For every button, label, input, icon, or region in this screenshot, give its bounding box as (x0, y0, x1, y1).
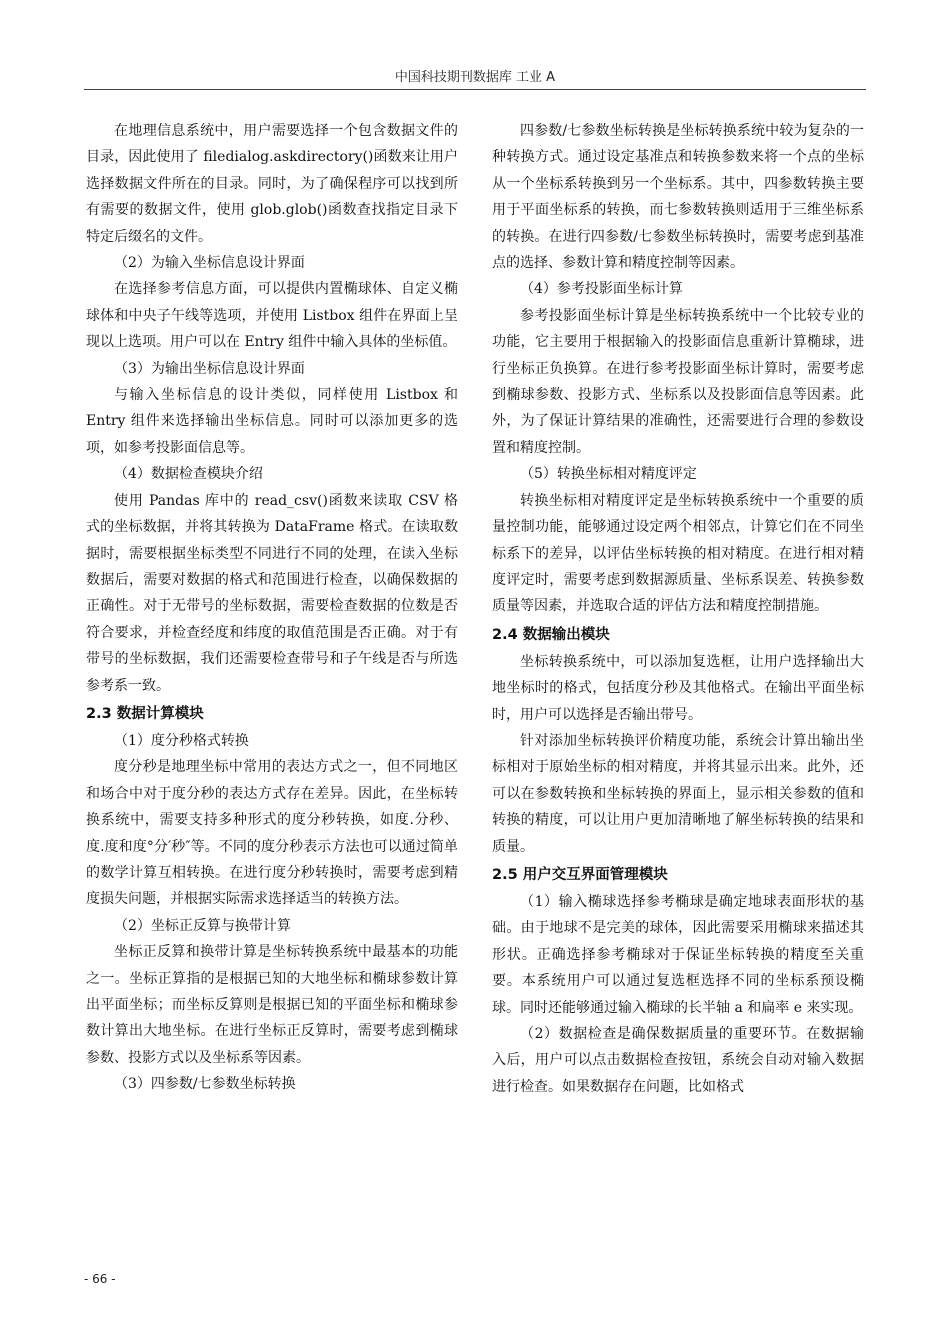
paragraph: 在地理信息系统中，用户需要选择一个包含数据文件的目录，因此使用了 filedialog.askdirectory()函数来让用户选择数据文件所在的目录。同时，为了确保程序可以找到所有需要的数据文件，使用 glob.glob()函数查找指定目录下特定后缀名的文件。 (86, 123, 458, 245)
subsection-heading: （3）四参数/七参数坐标转换 (114, 1076, 296, 1093)
paragraph: 与输入坐标信息的设计类似，同样使用 Listbox 和 Entry 组件来选择输出坐标信息。同时可以添加更多的选项，如参考投影面信息等。 (86, 387, 458, 456)
paragraph: 针对添加坐标转换评价精度功能，系统会计算出输出坐标相对于原始坐标的相对精度，并将其显示出来。此外，还可以在参数转换和坐标转换的界面上，显示相关参数的值和转换的精度，可以让用户更加清晰地了解坐标转换的结果和质量。 (492, 732, 864, 855)
subsection-heading: （5）转换坐标相对精度评定 (520, 466, 697, 483)
paragraph: 度分秒是地理坐标中常用的表达方式之一，但不同地区和场合中对于度分秒的表达方式存在差异。因此，在坐标转换系统中，需要支持多种形式的度分秒转换，如度.分秒、度.度和度°分′秒″等。不同的度分秒表示方法也可以通过简单的数学计算互相转换。在进行度分秒转换时，需要考虑到精度损失问题，并根据实际需求选择适当的转换方法。 (86, 759, 458, 908)
paragraph: 坐标正反算和换带计算是坐标转换系统中最基本的功能之一。坐标正算指的是根据已知的大地坐标和椭球参数计算出平面坐标；而坐标反算则是根据已知的平面坐标和椭球参数计算出大地坐标。在进行坐标正反算时，需要考虑到椭球参数、投影方式以及坐标系等因素。 (86, 944, 458, 1066)
subsection-heading: （2）坐标正反算与换带计算 (114, 917, 291, 934)
subsection-heading: （3）为输出坐标信息设计界面 (114, 360, 305, 377)
header-divider (84, 89, 866, 90)
paragraph: （1）输入椭球选择参考椭球是确定地球表面形状的基础。由于地球不是完美的球体，因此需要采用椭球来描述其形状。正确选择参考椭球对于保证坐标转换的精度至关重要。本系统用户可以通过复选框选择不同的坐标系预设椭球。同时还能够通过输入椭球的长半轴 a 和扁率 e 来实现。 (492, 893, 864, 1016)
subsection-heading: （2）为输入坐标信息设计界面 (114, 255, 305, 272)
subsection-heading: （4）参考投影面坐标计算 (520, 281, 683, 298)
subsection-heading: （1）度分秒格式转换 (114, 732, 249, 749)
left-column (86, 118, 458, 1098)
right-column (492, 118, 864, 1100)
paragraph: 转换坐标相对精度评定是坐标转换系统中一个重要的质量控制功能，能够通过设定两个相邻点，计算它们在不同坐标系下的差异，以评估坐标转换的相对精度。在进行相对精度评定时，需要考虑到数据源质量、坐标系误差、转换参数质量等因素，并选取合适的评估方法和精度控制措施。 (492, 492, 864, 615)
paragraph: 在选择参考信息方面，可以提供内置椭球体、自定义椭球体和中央子午线等选项，并使用 Listbox 组件在界面上呈现以上选项。用户可以在 Entry 组件中输入具体的坐标值。 (86, 281, 458, 351)
paragraph: 坐标转换系统中，可以添加复选框，让用户选择输出大地坐标时的格式，包括度分秒及其他格式。在输出平面坐标时，用户可以选择是否输出带号。 (492, 653, 864, 723)
paragraph: 参考投影面坐标计算是坐标转换系统中一个比较专业的功能，它主要用于根据输入的投影面信息重新计算椭球，进行坐标正负换算。在进行参考投影面坐标计算时，需要考虑到椭球参数、投影方式、坐标系以及投影面信息等因素。此外，为了保证计算结果的准确性，还需要进行合理的参数设置和精度控制。 (492, 307, 864, 456)
section-heading: 2.5 用户交互界面管理模块 (492, 866, 668, 883)
journal-header: 中国科技期刊数据库 工业 A (394, 70, 556, 85)
subsection-heading: （4）数据检查模块介绍 (114, 466, 263, 483)
paragraph: （2）数据检查是确保数据质量的重要环节。在数据输入后，用户可以点击数据检查按钮，系统会自动对输入数据进行检查。如果数据存在问题，比如格式 (492, 1026, 864, 1095)
section-heading: 2.3 数据计算模块 (86, 705, 204, 722)
paragraph: 使用 Pandas 库中的 read_csv()函数来读取 CSV 格式的坐标数据，并将其转换为 DataFrame 格式。在读取数据时，需要根据坐标类型不同进行不同的处理，在读入坐标数据后，需要对数据的格式和范围进行检查，以确保数据的正确性。对于无带号的坐标数据，需要检查数据的位数是否符合要求，并检查经度和纬度的取值范围是否正确。对于有带号的坐标数据，我们还需要检查带号和子午线是否与所选参考系一致。 (86, 492, 458, 694)
section-heading: 2.4 数据输出模块 (492, 626, 610, 643)
page-number: - 66 - (84, 1272, 116, 1286)
paragraph: 四参数/七参数坐标转换是坐标转换系统中较为复杂的一种转换方式。通过设定基准点和转换参数来将一个点的坐标从一个坐标系转换到另一个坐标系。其中，四参数转换主要用于平面坐标系的转换，而七参数转换则适用于三维坐标系的转换。在进行四参数/七参数坐标转换时，需要考虑到基准点的选择、参数计算和精度控制等因素。 (492, 123, 864, 272)
